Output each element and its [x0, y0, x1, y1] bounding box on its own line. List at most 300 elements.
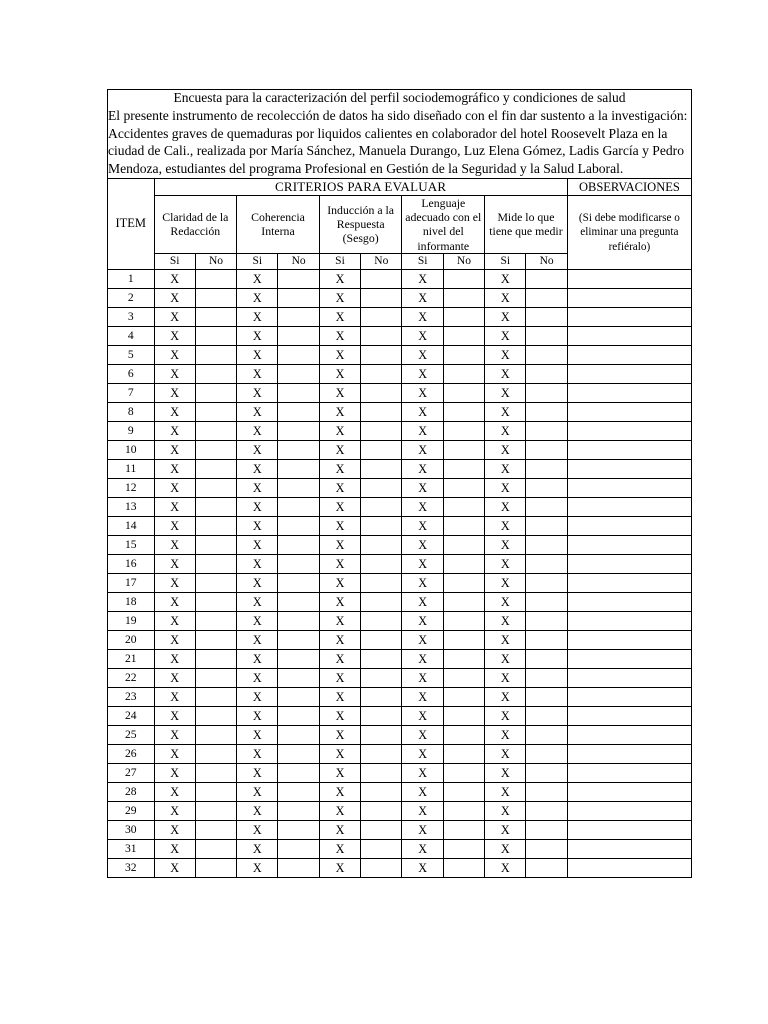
checkbox-cell-marked[interactable]: X: [154, 497, 195, 516]
observaciones-cell[interactable]: [567, 326, 691, 345]
checkbox-cell-empty[interactable]: [361, 839, 402, 858]
checkbox-cell-marked[interactable]: X: [154, 535, 195, 554]
observaciones-cell[interactable]: [567, 649, 691, 668]
checkbox-cell-marked[interactable]: X: [485, 516, 526, 535]
checkbox-cell-empty[interactable]: [526, 497, 567, 516]
checkbox-cell-marked[interactable]: X: [402, 611, 443, 630]
checkbox-cell-marked[interactable]: X: [154, 364, 195, 383]
checkbox-cell-empty[interactable]: [278, 687, 319, 706]
checkbox-cell-empty[interactable]: [526, 554, 567, 573]
checkbox-cell-empty[interactable]: [195, 326, 236, 345]
checkbox-cell-empty[interactable]: [278, 668, 319, 687]
observaciones-cell[interactable]: [567, 687, 691, 706]
checkbox-cell-marked[interactable]: X: [237, 383, 278, 402]
checkbox-cell-marked[interactable]: X: [154, 668, 195, 687]
checkbox-cell-marked[interactable]: X: [319, 307, 360, 326]
checkbox-cell-marked[interactable]: X: [485, 782, 526, 801]
checkbox-cell-marked[interactable]: X: [485, 820, 526, 839]
checkbox-cell-empty[interactable]: [443, 763, 484, 782]
checkbox-cell-empty[interactable]: [526, 364, 567, 383]
checkbox-cell-marked[interactable]: X: [237, 459, 278, 478]
checkbox-cell-marked[interactable]: X: [485, 668, 526, 687]
checkbox-cell-empty[interactable]: [195, 630, 236, 649]
checkbox-cell-marked[interactable]: X: [402, 383, 443, 402]
checkbox-cell-marked[interactable]: X: [402, 440, 443, 459]
observaciones-cell[interactable]: [567, 782, 691, 801]
checkbox-cell-marked[interactable]: X: [485, 459, 526, 478]
checkbox-cell-marked[interactable]: X: [402, 573, 443, 592]
checkbox-cell-empty[interactable]: [443, 307, 484, 326]
checkbox-cell-empty[interactable]: [443, 573, 484, 592]
checkbox-cell-empty[interactable]: [361, 345, 402, 364]
checkbox-cell-empty[interactable]: [526, 839, 567, 858]
checkbox-cell-marked[interactable]: X: [402, 421, 443, 440]
checkbox-cell-marked[interactable]: X: [402, 725, 443, 744]
checkbox-cell-empty[interactable]: [526, 573, 567, 592]
checkbox-cell-empty[interactable]: [443, 383, 484, 402]
checkbox-cell-empty[interactable]: [361, 269, 402, 288]
checkbox-cell-marked[interactable]: X: [319, 649, 360, 668]
checkbox-cell-marked[interactable]: X: [237, 782, 278, 801]
checkbox-cell-empty[interactable]: [278, 763, 319, 782]
checkbox-cell-marked[interactable]: X: [319, 554, 360, 573]
checkbox-cell-marked[interactable]: X: [485, 440, 526, 459]
checkbox-cell-empty[interactable]: [278, 288, 319, 307]
checkbox-cell-empty[interactable]: [526, 611, 567, 630]
checkbox-cell-marked[interactable]: X: [237, 858, 278, 877]
checkbox-cell-marked[interactable]: X: [485, 611, 526, 630]
checkbox-cell-empty[interactable]: [361, 630, 402, 649]
checkbox-cell-marked[interactable]: X: [237, 402, 278, 421]
checkbox-cell-empty[interactable]: [361, 592, 402, 611]
checkbox-cell-marked[interactable]: X: [402, 744, 443, 763]
checkbox-cell-empty[interactable]: [526, 516, 567, 535]
checkbox-cell-marked[interactable]: X: [319, 497, 360, 516]
observaciones-cell[interactable]: [567, 459, 691, 478]
checkbox-cell-marked[interactable]: X: [154, 288, 195, 307]
checkbox-cell-empty[interactable]: [526, 326, 567, 345]
checkbox-cell-empty[interactable]: [195, 288, 236, 307]
checkbox-cell-marked[interactable]: X: [237, 307, 278, 326]
checkbox-cell-marked[interactable]: X: [402, 364, 443, 383]
checkbox-cell-empty[interactable]: [361, 611, 402, 630]
checkbox-cell-empty[interactable]: [195, 592, 236, 611]
checkbox-cell-empty[interactable]: [361, 497, 402, 516]
checkbox-cell-empty[interactable]: [361, 820, 402, 839]
checkbox-cell-marked[interactable]: X: [154, 573, 195, 592]
checkbox-cell-marked[interactable]: X: [319, 763, 360, 782]
checkbox-cell-marked[interactable]: X: [319, 345, 360, 364]
checkbox-cell-empty[interactable]: [195, 649, 236, 668]
checkbox-cell-marked[interactable]: X: [319, 839, 360, 858]
checkbox-cell-marked[interactable]: X: [319, 687, 360, 706]
checkbox-cell-marked[interactable]: X: [402, 592, 443, 611]
checkbox-cell-marked[interactable]: X: [319, 744, 360, 763]
observaciones-cell[interactable]: [567, 269, 691, 288]
checkbox-cell-marked[interactable]: X: [154, 326, 195, 345]
observaciones-cell[interactable]: [567, 364, 691, 383]
checkbox-cell-empty[interactable]: [195, 801, 236, 820]
checkbox-cell-empty[interactable]: [278, 459, 319, 478]
observaciones-cell[interactable]: [567, 630, 691, 649]
checkbox-cell-empty[interactable]: [526, 858, 567, 877]
checkbox-cell-empty[interactable]: [361, 573, 402, 592]
checkbox-cell-empty[interactable]: [443, 459, 484, 478]
checkbox-cell-marked[interactable]: X: [237, 269, 278, 288]
checkbox-cell-marked[interactable]: X: [402, 858, 443, 877]
checkbox-cell-marked[interactable]: X: [485, 630, 526, 649]
observaciones-cell[interactable]: [567, 402, 691, 421]
observaciones-cell[interactable]: [567, 573, 691, 592]
checkbox-cell-empty[interactable]: [526, 706, 567, 725]
checkbox-cell-empty[interactable]: [195, 440, 236, 459]
checkbox-cell-empty[interactable]: [278, 725, 319, 744]
checkbox-cell-empty[interactable]: [526, 307, 567, 326]
checkbox-cell-marked[interactable]: X: [485, 801, 526, 820]
checkbox-cell-marked[interactable]: X: [319, 611, 360, 630]
checkbox-cell-empty[interactable]: [361, 326, 402, 345]
checkbox-cell-empty[interactable]: [361, 364, 402, 383]
checkbox-cell-empty[interactable]: [195, 516, 236, 535]
checkbox-cell-marked[interactable]: X: [154, 630, 195, 649]
checkbox-cell-empty[interactable]: [195, 858, 236, 877]
observaciones-cell[interactable]: [567, 516, 691, 535]
checkbox-cell-empty[interactable]: [195, 383, 236, 402]
checkbox-cell-marked[interactable]: X: [319, 725, 360, 744]
checkbox-cell-empty[interactable]: [526, 478, 567, 497]
checkbox-cell-empty[interactable]: [526, 440, 567, 459]
checkbox-cell-marked[interactable]: X: [319, 421, 360, 440]
checkbox-cell-empty[interactable]: [526, 630, 567, 649]
checkbox-cell-marked[interactable]: X: [402, 516, 443, 535]
checkbox-cell-empty[interactable]: [443, 288, 484, 307]
checkbox-cell-empty[interactable]: [278, 402, 319, 421]
checkbox-cell-empty[interactable]: [195, 497, 236, 516]
checkbox-cell-marked[interactable]: X: [237, 801, 278, 820]
checkbox-cell-marked[interactable]: X: [402, 801, 443, 820]
observaciones-cell[interactable]: [567, 744, 691, 763]
checkbox-cell-marked[interactable]: X: [402, 307, 443, 326]
checkbox-cell-empty[interactable]: [361, 307, 402, 326]
observaciones-cell[interactable]: [567, 858, 691, 877]
checkbox-cell-empty[interactable]: [195, 668, 236, 687]
checkbox-cell-marked[interactable]: X: [319, 440, 360, 459]
checkbox-cell-marked[interactable]: X: [485, 402, 526, 421]
checkbox-cell-empty[interactable]: [443, 744, 484, 763]
checkbox-cell-marked[interactable]: X: [402, 554, 443, 573]
checkbox-cell-empty[interactable]: [526, 744, 567, 763]
checkbox-cell-marked[interactable]: X: [485, 706, 526, 725]
observaciones-cell[interactable]: [567, 611, 691, 630]
checkbox-cell-empty[interactable]: [443, 402, 484, 421]
checkbox-cell-marked[interactable]: X: [154, 554, 195, 573]
checkbox-cell-marked[interactable]: X: [154, 516, 195, 535]
checkbox-cell-marked[interactable]: X: [154, 478, 195, 497]
checkbox-cell-marked[interactable]: X: [237, 763, 278, 782]
checkbox-cell-marked[interactable]: X: [402, 687, 443, 706]
checkbox-cell-empty[interactable]: [526, 725, 567, 744]
checkbox-cell-empty[interactable]: [443, 364, 484, 383]
checkbox-cell-empty[interactable]: [278, 801, 319, 820]
checkbox-cell-marked[interactable]: X: [154, 592, 195, 611]
checkbox-cell-empty[interactable]: [526, 820, 567, 839]
checkbox-cell-empty[interactable]: [526, 668, 567, 687]
checkbox-cell-marked[interactable]: X: [237, 364, 278, 383]
checkbox-cell-empty[interactable]: [195, 535, 236, 554]
checkbox-cell-empty[interactable]: [443, 687, 484, 706]
checkbox-cell-marked[interactable]: X: [319, 402, 360, 421]
checkbox-cell-marked[interactable]: X: [485, 345, 526, 364]
checkbox-cell-empty[interactable]: [278, 345, 319, 364]
observaciones-cell[interactable]: [567, 820, 691, 839]
checkbox-cell-empty[interactable]: [195, 611, 236, 630]
checkbox-cell-marked[interactable]: X: [402, 649, 443, 668]
checkbox-cell-marked[interactable]: X: [237, 649, 278, 668]
checkbox-cell-empty[interactable]: [361, 554, 402, 573]
checkbox-cell-empty[interactable]: [195, 345, 236, 364]
checkbox-cell-marked[interactable]: X: [402, 630, 443, 649]
checkbox-cell-marked[interactable]: X: [154, 307, 195, 326]
checkbox-cell-empty[interactable]: [278, 782, 319, 801]
checkbox-cell-marked[interactable]: X: [154, 782, 195, 801]
checkbox-cell-marked[interactable]: X: [237, 535, 278, 554]
observaciones-cell[interactable]: [567, 801, 691, 820]
checkbox-cell-marked[interactable]: X: [485, 269, 526, 288]
checkbox-cell-marked[interactable]: X: [237, 744, 278, 763]
checkbox-cell-marked[interactable]: X: [319, 706, 360, 725]
checkbox-cell-empty[interactable]: [443, 535, 484, 554]
checkbox-cell-marked[interactable]: X: [319, 782, 360, 801]
checkbox-cell-marked[interactable]: X: [485, 573, 526, 592]
checkbox-cell-marked[interactable]: X: [402, 269, 443, 288]
checkbox-cell-empty[interactable]: [361, 744, 402, 763]
checkbox-cell-empty[interactable]: [278, 611, 319, 630]
checkbox-cell-marked[interactable]: X: [485, 497, 526, 516]
checkbox-cell-empty[interactable]: [443, 345, 484, 364]
checkbox-cell-marked[interactable]: X: [485, 687, 526, 706]
checkbox-cell-empty[interactable]: [443, 839, 484, 858]
checkbox-cell-marked[interactable]: X: [485, 535, 526, 554]
checkbox-cell-empty[interactable]: [278, 440, 319, 459]
checkbox-cell-empty[interactable]: [526, 782, 567, 801]
checkbox-cell-marked[interactable]: X: [154, 687, 195, 706]
checkbox-cell-empty[interactable]: [195, 421, 236, 440]
checkbox-cell-marked[interactable]: X: [237, 668, 278, 687]
checkbox-cell-marked[interactable]: X: [485, 326, 526, 345]
checkbox-cell-marked[interactable]: X: [237, 345, 278, 364]
checkbox-cell-empty[interactable]: [361, 782, 402, 801]
checkbox-cell-empty[interactable]: [195, 725, 236, 744]
observaciones-cell[interactable]: [567, 478, 691, 497]
checkbox-cell-marked[interactable]: X: [402, 763, 443, 782]
checkbox-cell-marked[interactable]: X: [237, 630, 278, 649]
checkbox-cell-marked[interactable]: X: [319, 269, 360, 288]
checkbox-cell-empty[interactable]: [526, 649, 567, 668]
checkbox-cell-marked[interactable]: X: [319, 288, 360, 307]
observaciones-cell[interactable]: [567, 383, 691, 402]
checkbox-cell-empty[interactable]: [195, 744, 236, 763]
checkbox-cell-empty[interactable]: [361, 763, 402, 782]
checkbox-cell-empty[interactable]: [278, 649, 319, 668]
checkbox-cell-empty[interactable]: [278, 858, 319, 877]
checkbox-cell-empty[interactable]: [526, 459, 567, 478]
checkbox-cell-empty[interactable]: [278, 307, 319, 326]
checkbox-cell-empty[interactable]: [526, 535, 567, 554]
checkbox-cell-marked[interactable]: X: [402, 288, 443, 307]
checkbox-cell-marked[interactable]: X: [402, 497, 443, 516]
checkbox-cell-marked[interactable]: X: [402, 459, 443, 478]
checkbox-cell-empty[interactable]: [361, 649, 402, 668]
checkbox-cell-empty[interactable]: [526, 801, 567, 820]
checkbox-cell-marked[interactable]: X: [402, 535, 443, 554]
checkbox-cell-marked[interactable]: X: [485, 421, 526, 440]
checkbox-cell-empty[interactable]: [361, 801, 402, 820]
checkbox-cell-marked[interactable]: X: [319, 364, 360, 383]
checkbox-cell-marked[interactable]: X: [237, 820, 278, 839]
checkbox-cell-marked[interactable]: X: [154, 649, 195, 668]
checkbox-cell-empty[interactable]: [278, 269, 319, 288]
checkbox-cell-empty[interactable]: [361, 725, 402, 744]
checkbox-cell-marked[interactable]: X: [237, 516, 278, 535]
checkbox-cell-empty[interactable]: [195, 364, 236, 383]
checkbox-cell-marked[interactable]: X: [154, 269, 195, 288]
checkbox-cell-empty[interactable]: [361, 402, 402, 421]
checkbox-cell-marked[interactable]: X: [237, 592, 278, 611]
observaciones-cell[interactable]: [567, 440, 691, 459]
checkbox-cell-empty[interactable]: [361, 440, 402, 459]
checkbox-cell-marked[interactable]: X: [402, 706, 443, 725]
checkbox-cell-empty[interactable]: [195, 839, 236, 858]
checkbox-cell-empty[interactable]: [443, 326, 484, 345]
observaciones-cell[interactable]: [567, 497, 691, 516]
checkbox-cell-empty[interactable]: [361, 535, 402, 554]
checkbox-cell-empty[interactable]: [278, 706, 319, 725]
checkbox-cell-marked[interactable]: X: [237, 421, 278, 440]
checkbox-cell-marked[interactable]: X: [237, 440, 278, 459]
checkbox-cell-empty[interactable]: [278, 364, 319, 383]
checkbox-cell-empty[interactable]: [443, 858, 484, 877]
observaciones-cell[interactable]: [567, 345, 691, 364]
checkbox-cell-empty[interactable]: [278, 383, 319, 402]
observaciones-cell[interactable]: [567, 288, 691, 307]
checkbox-cell-empty[interactable]: [361, 459, 402, 478]
checkbox-cell-marked[interactable]: X: [154, 744, 195, 763]
checkbox-cell-empty[interactable]: [443, 440, 484, 459]
checkbox-cell-empty[interactable]: [195, 763, 236, 782]
checkbox-cell-marked[interactable]: X: [319, 383, 360, 402]
checkbox-cell-marked[interactable]: X: [237, 554, 278, 573]
checkbox-cell-marked[interactable]: X: [154, 402, 195, 421]
checkbox-cell-empty[interactable]: [526, 383, 567, 402]
checkbox-cell-marked[interactable]: X: [485, 364, 526, 383]
checkbox-cell-marked[interactable]: X: [319, 668, 360, 687]
checkbox-cell-empty[interactable]: [361, 858, 402, 877]
checkbox-cell-marked[interactable]: X: [319, 858, 360, 877]
observaciones-cell[interactable]: [567, 668, 691, 687]
checkbox-cell-empty[interactable]: [195, 573, 236, 592]
checkbox-cell-empty[interactable]: [443, 820, 484, 839]
checkbox-cell-empty[interactable]: [361, 516, 402, 535]
checkbox-cell-marked[interactable]: X: [237, 611, 278, 630]
checkbox-cell-marked[interactable]: X: [402, 402, 443, 421]
checkbox-cell-marked[interactable]: X: [237, 288, 278, 307]
checkbox-cell-empty[interactable]: [278, 516, 319, 535]
checkbox-cell-marked[interactable]: X: [154, 763, 195, 782]
checkbox-cell-marked[interactable]: X: [237, 478, 278, 497]
checkbox-cell-marked[interactable]: X: [402, 326, 443, 345]
checkbox-cell-empty[interactable]: [195, 782, 236, 801]
observaciones-cell[interactable]: [567, 763, 691, 782]
checkbox-cell-marked[interactable]: X: [319, 326, 360, 345]
checkbox-cell-empty[interactable]: [361, 706, 402, 725]
observaciones-cell[interactable]: [567, 307, 691, 326]
checkbox-cell-marked[interactable]: X: [237, 573, 278, 592]
checkbox-cell-empty[interactable]: [443, 782, 484, 801]
checkbox-cell-empty[interactable]: [361, 421, 402, 440]
checkbox-cell-marked[interactable]: X: [319, 459, 360, 478]
checkbox-cell-marked[interactable]: X: [154, 706, 195, 725]
checkbox-cell-marked[interactable]: X: [154, 345, 195, 364]
checkbox-cell-marked[interactable]: X: [319, 516, 360, 535]
checkbox-cell-empty[interactable]: [526, 288, 567, 307]
checkbox-cell-empty[interactable]: [526, 763, 567, 782]
checkbox-cell-empty[interactable]: [361, 478, 402, 497]
checkbox-cell-empty[interactable]: [526, 345, 567, 364]
checkbox-cell-empty[interactable]: [278, 573, 319, 592]
observaciones-cell[interactable]: [567, 421, 691, 440]
checkbox-cell-empty[interactable]: [443, 516, 484, 535]
observaciones-cell[interactable]: [567, 535, 691, 554]
checkbox-cell-empty[interactable]: [443, 478, 484, 497]
checkbox-cell-empty[interactable]: [278, 478, 319, 497]
checkbox-cell-marked[interactable]: X: [237, 326, 278, 345]
checkbox-cell-marked[interactable]: X: [319, 478, 360, 497]
observaciones-cell[interactable]: [567, 839, 691, 858]
checkbox-cell-marked[interactable]: X: [485, 839, 526, 858]
checkbox-cell-marked[interactable]: X: [319, 592, 360, 611]
checkbox-cell-empty[interactable]: [278, 839, 319, 858]
checkbox-cell-empty[interactable]: [443, 668, 484, 687]
checkbox-cell-marked[interactable]: X: [485, 288, 526, 307]
checkbox-cell-empty[interactable]: [278, 535, 319, 554]
checkbox-cell-empty[interactable]: [195, 478, 236, 497]
checkbox-cell-empty[interactable]: [526, 592, 567, 611]
checkbox-cell-marked[interactable]: X: [319, 630, 360, 649]
checkbox-cell-empty[interactable]: [195, 459, 236, 478]
checkbox-cell-marked[interactable]: X: [154, 440, 195, 459]
checkbox-cell-marked[interactable]: X: [237, 706, 278, 725]
checkbox-cell-marked[interactable]: X: [154, 801, 195, 820]
checkbox-cell-marked[interactable]: X: [154, 611, 195, 630]
checkbox-cell-empty[interactable]: [278, 592, 319, 611]
observaciones-cell[interactable]: [567, 706, 691, 725]
checkbox-cell-marked[interactable]: X: [402, 668, 443, 687]
checkbox-cell-marked[interactable]: X: [485, 744, 526, 763]
checkbox-cell-marked[interactable]: X: [319, 573, 360, 592]
checkbox-cell-empty[interactable]: [443, 592, 484, 611]
checkbox-cell-marked[interactable]: X: [485, 858, 526, 877]
checkbox-cell-empty[interactable]: [526, 402, 567, 421]
checkbox-cell-empty[interactable]: [195, 706, 236, 725]
checkbox-cell-empty[interactable]: [443, 497, 484, 516]
checkbox-cell-empty[interactable]: [443, 421, 484, 440]
checkbox-cell-marked[interactable]: X: [154, 839, 195, 858]
checkbox-cell-empty[interactable]: [443, 554, 484, 573]
checkbox-cell-marked[interactable]: X: [485, 383, 526, 402]
checkbox-cell-marked[interactable]: X: [485, 725, 526, 744]
checkbox-cell-empty[interactable]: [278, 820, 319, 839]
checkbox-cell-empty[interactable]: [195, 269, 236, 288]
